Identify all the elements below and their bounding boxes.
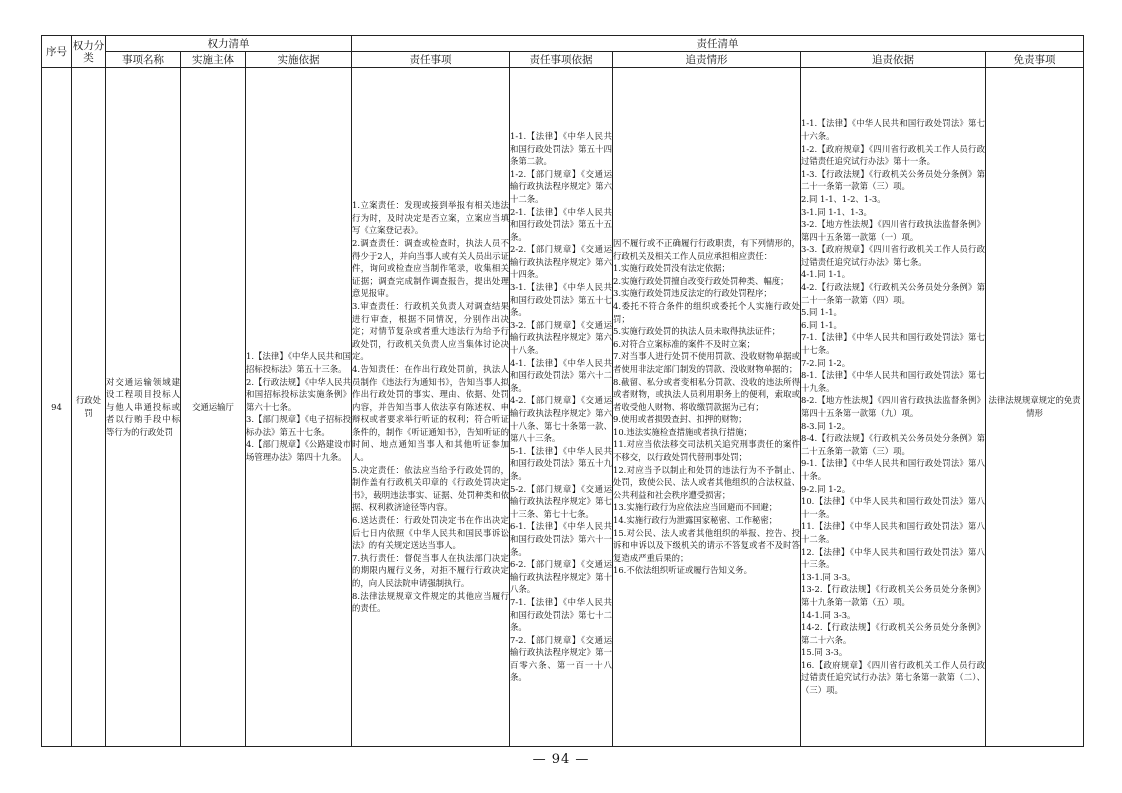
- list-item: 6-1.【法律】《中华人民共和国行政处罚法》第六十一条。: [510, 521, 613, 557]
- list-item: 3-2.【地方性法规】《四川省行政执法监督条例》第四十五条第一款第（一）项。: [801, 219, 986, 242]
- table-row: [42, 68, 1084, 747]
- header-responsibility-list: 责任清单: [352, 36, 1084, 52]
- list-item: 1-3.【行政法规】《行政机关公务员处分条例》第二十一条第一款第（三）项。: [801, 168, 986, 192]
- list-item: 1.【法律】《中华人民共和国招标投标法》第五十三条。: [246, 351, 352, 374]
- header-accountability-basis: 追责依据: [801, 52, 986, 68]
- list-item: 11.对应当依法移交司法机关追究刑事责任的案件不移交，以行政处罚代替刑事处罚；: [613, 439, 801, 463]
- list-item: 3-2.【部门规章】《交通运输行政执法程序规定》第六十八条。: [510, 319, 613, 356]
- header-basis: 实施依据: [246, 52, 352, 68]
- cell-resp-basis: [510, 68, 613, 747]
- list-item: 2-2.【部门规章】《交通运输行政执法程序规定》第六十四条。: [510, 244, 613, 280]
- list-item: 6.同 1-1。: [801, 319, 842, 330]
- list-item: 2.同 1-1、1-2、1-3。: [801, 193, 886, 204]
- list-item: 8-3.同 1-2。: [801, 420, 851, 431]
- list-item: 9.使用或者损毁查封、扣押的财物；: [613, 414, 747, 425]
- list-item: 14.实施行政行为泄露国家秘密、工作秘密；: [613, 515, 778, 526]
- list-item: 2-1.【法律】《中华人民共和国行政处罚法》第五十五条。: [510, 206, 613, 242]
- list-item: 1-1.【法律】《中华人民共和国行政处罚法》第五十四条第二款。: [510, 130, 613, 167]
- cell-resp-items: [352, 68, 510, 747]
- list-item: 6.对符合立案标准的案件不及时立案；: [613, 338, 756, 349]
- list-item: 3-1.【法律】《中华人民共和国行政处罚法》第五十七条。: [510, 282, 613, 318]
- list-item: 1.立案责任：发现或接到举报有相关违法行为时，及时决定是否立案，立案应当填写《立案登记表》。: [352, 200, 510, 236]
- header-item-name: 事项名称: [106, 52, 181, 68]
- list-item: 16.【政府规章】《四川省行政机关工作人员行政过错责任追究试行办法》第七条第一款第（二）、（三）项。: [801, 659, 986, 696]
- list-item: 8-1.【法律】《中华人民共和国行政处罚法》第七十九条。: [801, 370, 986, 393]
- list-item: 7.对当事人进行处罚不使用罚款、没收财物单据或者使用非法定部门制发的罚款、没收财物单据的；: [613, 351, 801, 374]
- list-item: 15.对公民、法人或者其他组织的举报、控告、投诉和申诉以及下级机关的请示不答复或者不及时答复造成严重后果的；: [613, 527, 801, 563]
- list-item: 7-2.同 1-2。: [801, 357, 851, 368]
- list-item: 3-3.【政府规章】《四川省行政机关工作人员行政过错责任追究试行办法》第七条。: [801, 244, 986, 267]
- list-item: 14-1.同 3-3。: [801, 609, 856, 620]
- cell-accountability-basis: [801, 68, 986, 747]
- cell-item-name: 对交通运输领域建设工程项目投标人与他人串通投标或者以行贿手段中标等行为的行政处罚: [106, 68, 181, 747]
- list-item: 1-1.【法律】《中华人民共和国行政处罚法》第七十六条。: [801, 118, 986, 141]
- list-item: 4-2.【部门规章】《交通运输行政执法程序规定》第六十八条、第七十条第一款、第八十三条。: [510, 395, 613, 444]
- list-item: 3.实施行政处罚违反法定的行政处罚程序；: [613, 288, 772, 299]
- list-item: 因不履行或不正确履行行政职责，有下列情形的，行政机关及相关工作人员应承担相应责任：: [613, 237, 801, 261]
- cell-exemption: 法律法规规章规定的免责情形: [986, 68, 1084, 747]
- header-seq: 序号: [42, 36, 72, 68]
- list-item: 14-2.【行政法规】《行政机关公务员处分条例》第二十六条。: [801, 622, 986, 645]
- list-item: 2.调查责任：调查或检查时，执法人员不得少于2人，并向当事人或有关人员出示证件，询问或检查应当制作笔录，收集相关证据；调查完成制作调查报告，提出处理意见报审。: [352, 237, 510, 299]
- list-item: 4-1.【法律】《中华人民共和国行政处罚法》第六十二条。: [510, 357, 613, 393]
- list-item: 1-2.【部门规章】《交通运输行政执法程序规定》第六十二条。: [510, 168, 613, 204]
- header-category: 权力分类: [72, 36, 106, 68]
- header-resp-basis: 责任事项依据: [510, 52, 613, 68]
- list-item: 12.【法律】《中华人民共和国行政处罚法》第八十三条。: [801, 546, 986, 570]
- list-item: 4-1.同 1-1。: [801, 269, 851, 280]
- list-item: 13-1.同 3-3。: [801, 571, 856, 582]
- list-item: 2.实施行政处罚擅自改变行政处罚种类、幅度；: [613, 275, 789, 286]
- list-item: 2.【行政法规】《中华人民共和国招标投标法实施条例》第六十七条。: [246, 376, 352, 412]
- cell-accountability: [613, 68, 801, 747]
- list-item: 16.不依法组织听证或履行告知义务。: [613, 565, 752, 576]
- list-item: 4-2.【行政法规】《行政机关公务员处分条例》第二十一条第一款第（四）项。: [801, 282, 986, 305]
- list-item: 11.【法律】《中华人民共和国行政处罚法》第八十二条。: [801, 521, 986, 544]
- list-item: 9-1.【法律】《中华人民共和国行政处罚法》第八十条。: [801, 458, 986, 481]
- page-number: — 94 —: [532, 752, 590, 767]
- list-item: 10.【法律】《中华人民共和国行政处罚法》第八十一条。: [801, 496, 986, 519]
- list-item: 6-2.【部门规章】《交通运输行政执法程序规定》第十八条。: [510, 559, 613, 595]
- list-item: 10.违法实施检查措施或者执行措施；: [613, 426, 752, 437]
- list-item: 5.决定责任：依法应当给予行政处罚的，制作盖有行政机关印章的《行政处罚决定书》，载明违法事实、证据、处罚种类和依据、权利救济途径等内容。: [352, 464, 510, 513]
- list-item: 9-2.同 1-2。: [801, 483, 851, 494]
- list-item: 1-2.【政府规章】《四川省行政机关工作人员行政过错责任追究试行办法》第十一条。: [801, 143, 986, 167]
- list-item: 5-2.【部门规章】《交通运输行政执法程序规定》第七十三条、第七十七条。: [510, 483, 613, 519]
- list-item: 1.实施行政处罚没有法定依据；: [613, 263, 730, 274]
- list-item: 4.告知责任：在作出行政处罚前，执法人员制作《违法行为通知书》，告知当事人拟作出行政处罚的事实、理由、依据、处罚内容，并告知当事人依法享有陈述权、申辩权或者要求举行听证的权利；符合听证条件的，制作《听证通知书》，告知听证的时间、地点通知当事人和其他听证参加人。: [352, 363, 510, 463]
- header-subject: 实施主体: [181, 52, 246, 68]
- list-item: 15.同 3-3。: [801, 647, 848, 658]
- list-item: 7-1.【法律】《中华人民共和国行政处罚法》第七十七条。: [801, 332, 986, 356]
- cell-basis: [246, 68, 352, 747]
- list-item: 8-4.【行政法规】《行政机关公务员处分条例》第二十五条第一款第（三）项。: [801, 433, 986, 456]
- list-item: 7-1.【法律】《中华人民共和国行政处罚法》第七十二条。: [510, 596, 613, 633]
- list-item: 4.委托不符合条件的组织或委托个人实施行政处罚；: [613, 300, 801, 324]
- header-accountability: 追责情形: [613, 52, 801, 68]
- list-item: 5-1.【法律】《中华人民共和国行政处罚法》第五十九条。: [510, 445, 613, 481]
- list-item: 3.审查责任：行政机关负责人对调查结果进行审查，根据不同情况，分别作出决定；对情节复杂或者重大违法行为给予行政处罚，行政机关负责人应当集体讨论决定。: [352, 300, 510, 362]
- list-item: 3.【部门规章】《电子招标投标办法》第五十七条。: [246, 414, 352, 437]
- list-item: 4.【部门规章】《公路建设市场管理办法》第四十九条。: [246, 439, 352, 463]
- list-item: 6.送达责任：行政处罚决定书在作出决定后七日内依照《中华人民共和国民事诉讼法》的有关规定送达当事人。: [352, 515, 510, 551]
- list-item: 7-2.【部门规章】《交通运输行政执法程序规定》第一百零六条、第一百一十八条。: [510, 634, 613, 683]
- header-power-list: 权力清单: [106, 36, 352, 52]
- list-item: 12.对应当予以制止和处罚的违法行为不予制止、处罚，致使公民、法人或者其他组织的合法权益、公共利益和社会秩序遭受损害；: [613, 464, 801, 500]
- list-item: 3-1.同 1-1、1-3。: [801, 206, 872, 217]
- list-item: 8.法律法规规章文件规定的其他应当履行的责任。: [352, 590, 510, 614]
- list-item: 5.同 1-1。: [801, 307, 842, 318]
- header-exemption: 免责事项: [986, 52, 1084, 68]
- list-item: 13.实施行政行为应依法应当回避而不回避；: [613, 502, 778, 513]
- list-item: 5.实施行政处罚的执法人员未取得执法证件；: [613, 326, 781, 337]
- responsibility-table: [41, 35, 1084, 747]
- list-item: 8.截留、私分或者变相私分罚款、没收的违法所得或者财物，或执法人员利用职务上的便利，索取或者收受他人财物、将收缴罚款据为己有；: [613, 376, 801, 412]
- list-item: 13-2.【行政法规】《行政机关公务员处分条例》第十九条第一款第（五）项。: [801, 584, 986, 607]
- cell-subject: 交通运输厅: [181, 68, 246, 747]
- cell-seq: 94: [42, 68, 72, 747]
- cell-category: 行政处罚: [72, 68, 106, 747]
- list-item: 8-2.【地方性法规】《四川省行政执法监督条例》第四十五条第一款第（九）项。: [801, 395, 986, 418]
- header-resp-items: 责任事项: [352, 52, 510, 68]
- list-item: 7.执行责任：督促当事人在执法部门决定的期限内履行义务，对拒不履行行政决定的，向人民法院申请强制执行。: [352, 552, 510, 589]
